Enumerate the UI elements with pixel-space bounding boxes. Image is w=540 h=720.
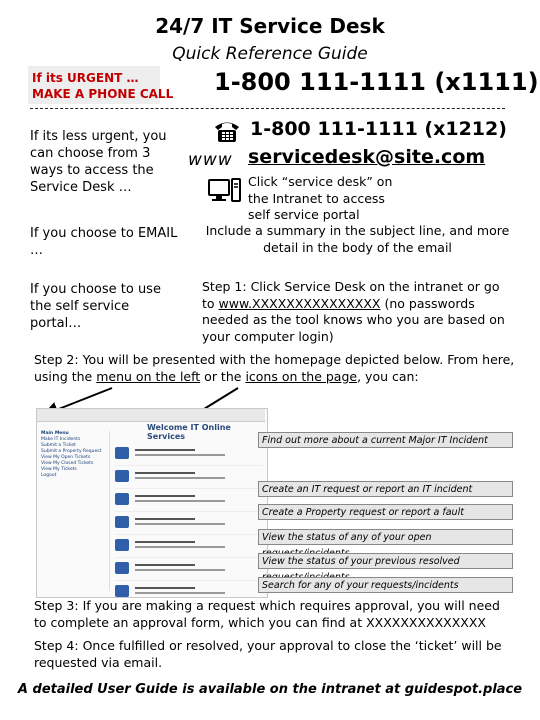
step-2-middle: or the — [200, 368, 246, 384]
screenshot-heading: Welcome IT Online Services — [147, 423, 231, 441]
screenshot-menu-item[interactable]: View My Tickets — [41, 467, 77, 472]
screenshot-row-line — [135, 500, 225, 502]
screenshot-row[interactable] — [115, 443, 263, 466]
page-title: 24/7 IT Service Desk — [155, 14, 385, 38]
step-1-suffix: (no passwords needed as the tool knows who you are based on your computer login) — [202, 295, 505, 344]
service-icon[interactable] — [115, 585, 129, 597]
urgent-line-1: If its URGENT … — [32, 71, 139, 85]
screenshot-row-line — [135, 449, 195, 451]
screenshot-row-line — [135, 592, 225, 594]
step-2-icons-link: icons on the page — [245, 368, 358, 384]
intranet-instructions: Click “service desk” on the Intranet to access self service portal — [248, 174, 393, 222]
step-3: Step 3: If you are making a request which requires approval, you will need to complete an approval form, which you can find at XXXXXXXXXXXXXX — [34, 598, 500, 630]
step-4: Step 4: Once fulfilled or resolved, your approval to close the ‘ticket’ will be requested via email. — [34, 638, 502, 670]
screenshot-row-line — [135, 472, 195, 474]
screenshot-row[interactable] — [115, 535, 263, 558]
service-icon[interactable] — [115, 516, 129, 528]
screenshot-row-line — [135, 569, 225, 571]
footer-note: A detailed User Guide is available on the intranet at guidespot.place — [17, 682, 523, 697]
callout-6: Search for any of your requests/incidents — [258, 577, 513, 593]
urgent-phone-number[interactable]: 1-800 111-1111 (x1111) — [214, 68, 539, 96]
service-icon[interactable] — [115, 562, 129, 574]
screenshot-row-line — [135, 477, 225, 479]
page-subtitle: Quick Reference Guide — [172, 44, 368, 64]
screenshot-toolbar — [37, 409, 265, 422]
service-icon[interactable] — [115, 493, 129, 505]
callout-4: View the status of any of your open — [258, 529, 513, 545]
step-2-suffix: , you can: — [357, 368, 419, 384]
screenshot-row-line — [135, 564, 195, 566]
screenshot-menu-item[interactable]: View My Open Tickets — [41, 455, 91, 460]
screenshot-row-line — [135, 454, 225, 456]
screenshot-row-line — [135, 523, 225, 525]
screenshot-row-line — [135, 495, 195, 497]
callout-2: Create an IT request or report an IT incident — [258, 481, 513, 497]
step-2-prefix: Step 2: You will be presented with the homepage depicted below. From here, using the — [34, 352, 515, 384]
portal-screenshot — [36, 408, 268, 598]
service-icon[interactable] — [115, 539, 129, 551]
screenshot-menu-item[interactable]: Make IT Incidents — [41, 437, 81, 442]
step-1-link[interactable]: www.XXXXXXXXXXXXXXX — [218, 295, 381, 311]
screenshot-row-line — [135, 518, 195, 520]
screenshot-rows — [115, 443, 263, 604]
screenshot-row[interactable] — [115, 489, 263, 512]
screenshot-row[interactable] — [115, 466, 263, 489]
screenshot-row-line — [135, 587, 195, 589]
step-2-menu-link: menu on the left — [96, 368, 201, 384]
callout-5: View the status of your previous resolved — [258, 553, 513, 569]
portal-option-label: If you choose to use the self service portal… — [30, 282, 161, 331]
email-option-text: Include a summary in the subject line, and more detail in the body of the email — [205, 223, 510, 255]
screenshot-menu-item[interactable]: Submit a Property Request — [41, 449, 102, 454]
screenshot-row-line — [135, 546, 225, 548]
screenshot-menu — [41, 431, 107, 479]
service-icon[interactable] — [115, 447, 129, 459]
callout-1: Find out more about a current Major IT Incident — [258, 432, 513, 448]
screenshot-menu-item[interactable]: Submit a Ticket — [41, 443, 76, 448]
email-link[interactable]: servicedesk@site.com — [248, 146, 486, 168]
phone-number[interactable]: 1-800 111-1111 (x1212) — [250, 118, 507, 140]
email-option-label: If you choose to EMAIL … — [30, 226, 178, 258]
urgent-line-2: MAKE A PHONE CALL — [32, 87, 174, 101]
step-1-text: Step 1: Click Service Desk on the intranet or go to — [202, 279, 500, 311]
less-urgent-label: If its less urgent, you can choose from 3 ways to access the Service Desk … — [30, 129, 167, 195]
screenshot-menu-item[interactable]: Main Menu — [41, 431, 69, 436]
service-icon[interactable] — [115, 470, 129, 482]
callout-3: Create a Property request or report a fault — [258, 504, 513, 520]
screenshot-row-line — [135, 541, 195, 543]
www-icon: www — [188, 150, 233, 170]
screenshot-row[interactable] — [115, 558, 263, 581]
screenshot-row[interactable] — [115, 512, 263, 535]
screenshot-menu-item[interactable]: Logout — [41, 473, 57, 478]
screenshot-divider — [109, 431, 110, 591]
screenshot-menu-item[interactable]: View My Closed Tickets — [41, 461, 94, 466]
